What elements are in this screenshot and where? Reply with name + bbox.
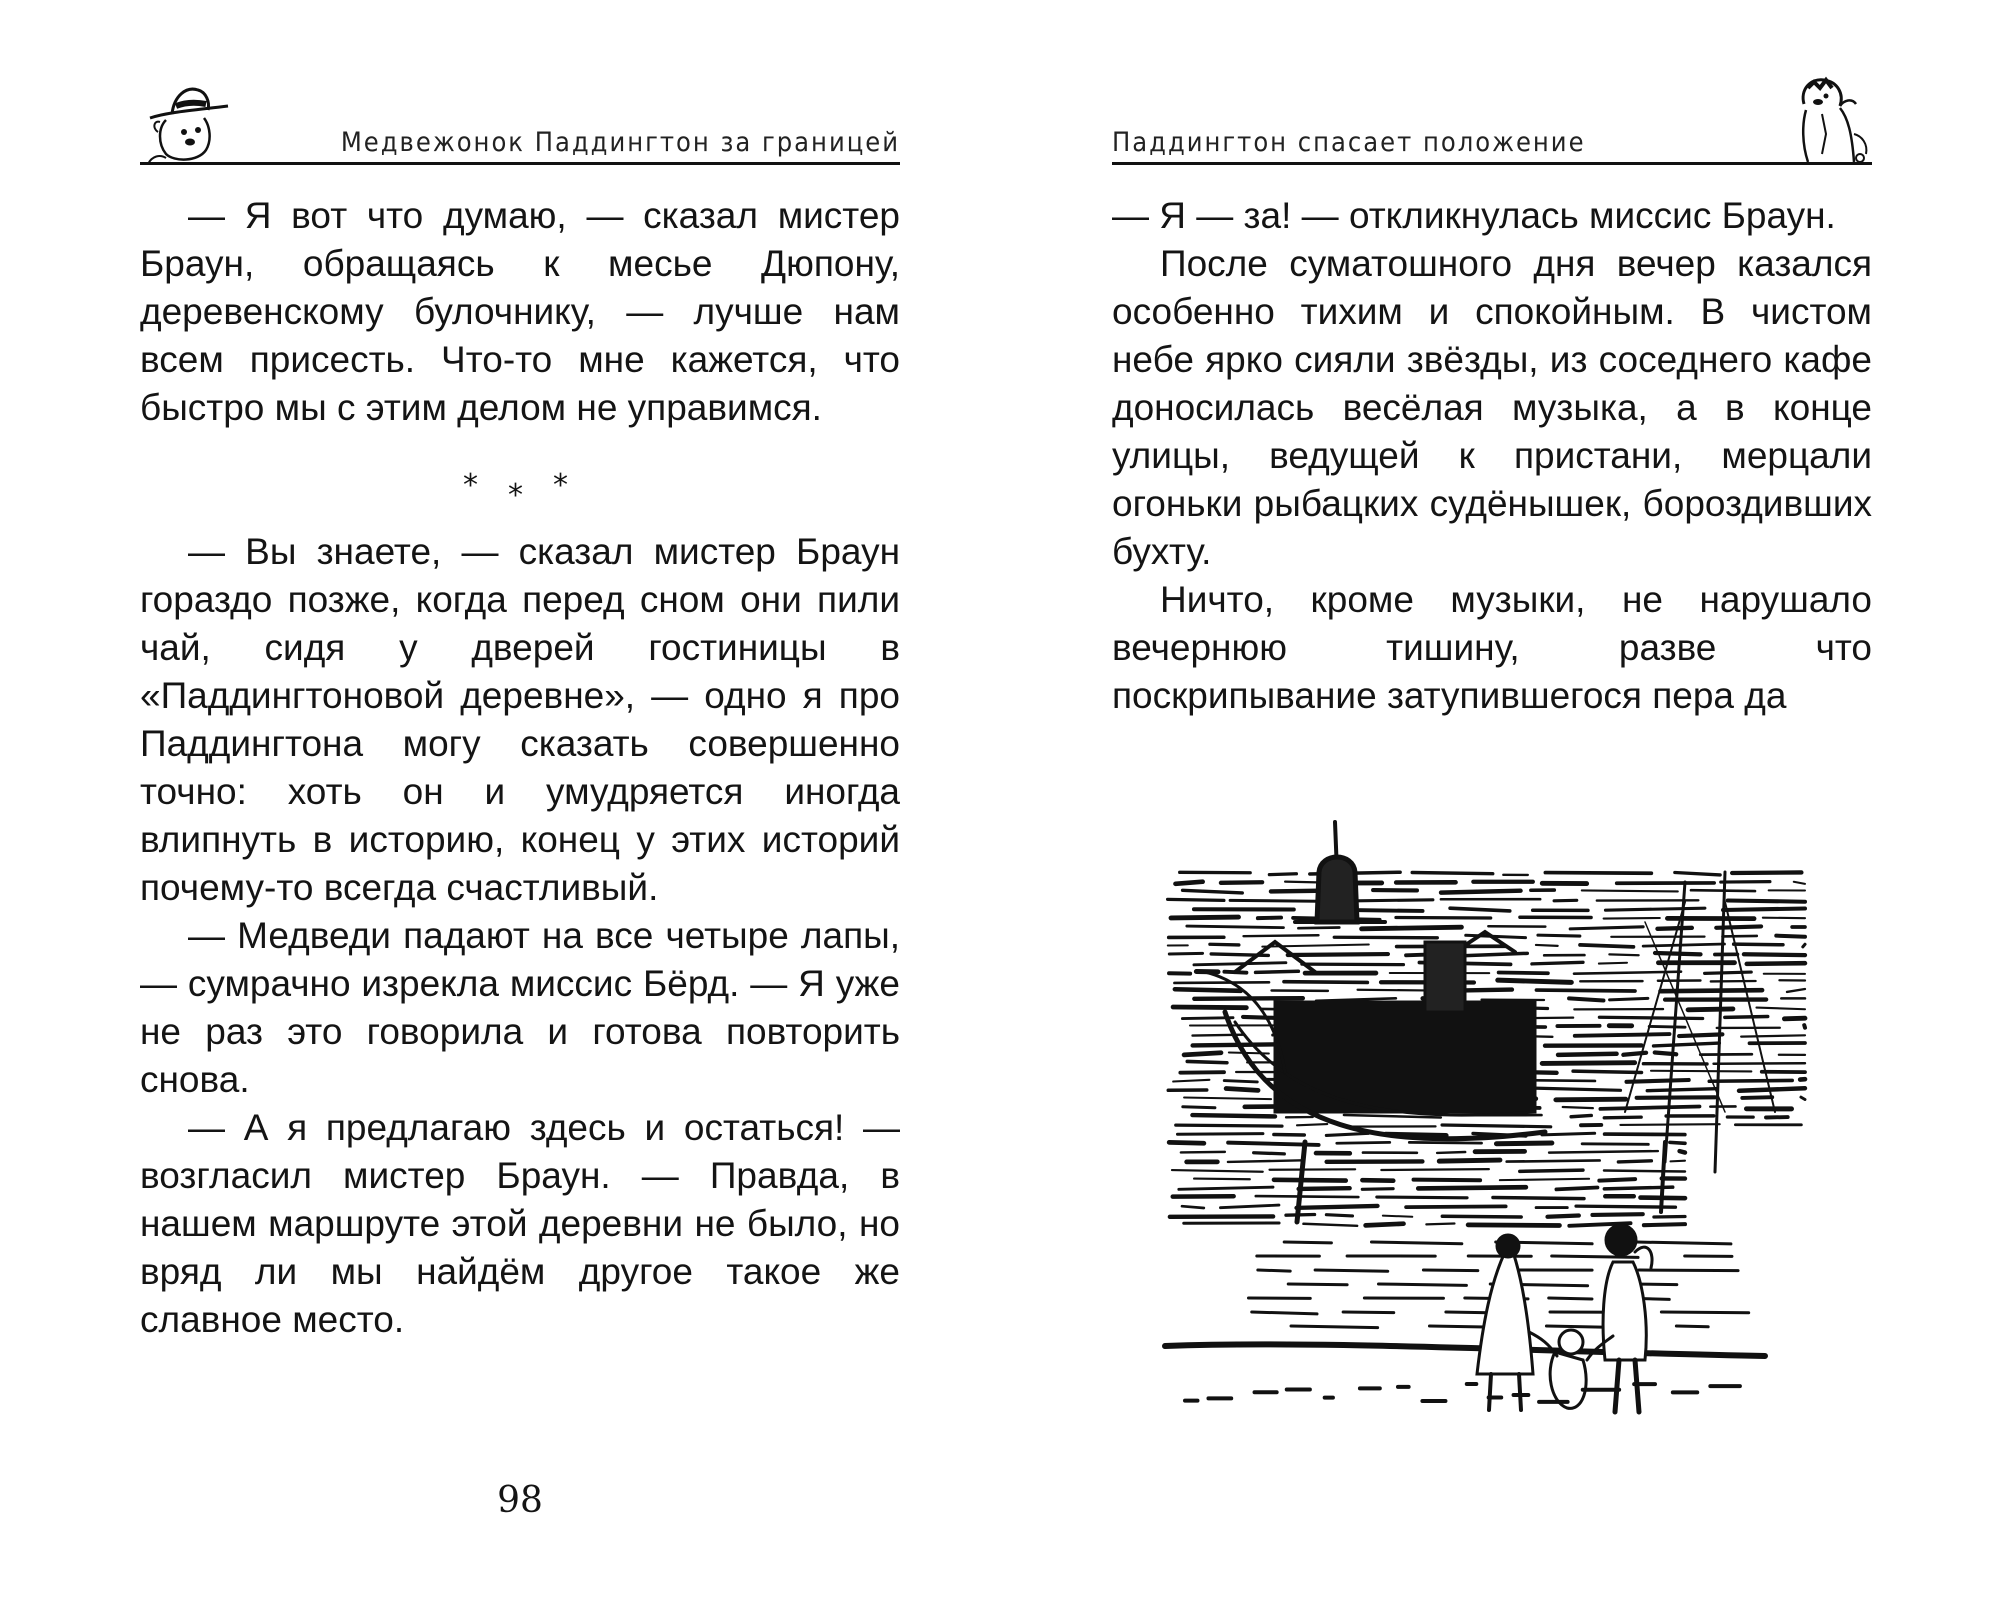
hatch-stroke	[1582, 1144, 1648, 1145]
hatch-stroke	[1366, 1224, 1404, 1226]
right-header	[1112, 62, 1872, 165]
hatch-stroke	[1604, 1117, 1641, 1118]
hatch-stroke	[1609, 954, 1638, 955]
hatch-stroke	[1688, 1009, 1733, 1010]
hatch-stroke	[1184, 1098, 1271, 1100]
hatch-stroke	[1563, 1107, 1593, 1108]
paragraph: — Я — за! — откликнулась миссис Браун.	[1112, 195, 1836, 236]
hatch-stroke	[1520, 1170, 1583, 1171]
paragraph: — А я предлагаю здесь и остаться! — возгласил мистер Браун. — Правда, в нашем маршруте этой деревни не было, но вряд ли мы найдём другое такое же славное место.	[140, 1107, 900, 1340]
hatch-stroke	[1194, 998, 1303, 999]
hatch-stroke	[1442, 1216, 1521, 1217]
hatch-stroke	[1175, 989, 1241, 991]
water-stroke	[1636, 1242, 1730, 1244]
paragraph: — Я вот что думаю, — сказал мистер Браун, обращаясь к месье Дюпону, деревенскому булочнику, — лучше нам всем присесть. Что-то мне кажется, что быстро мы с этим делом не управимся.	[140, 195, 900, 428]
hatch-stroke	[1580, 945, 1633, 947]
hatch-stroke	[1173, 1080, 1209, 1082]
hatch-stroke	[1500, 1179, 1589, 1180]
water-stroke	[1291, 1326, 1378, 1328]
hatch-stroke	[1348, 900, 1433, 901]
hatch-stroke	[1288, 954, 1388, 955]
hatch-stroke	[1654, 1043, 1720, 1046]
hatch-stroke	[1426, 1224, 1454, 1225]
hatch-stroke	[1412, 872, 1492, 873]
hatch-stroke	[1610, 998, 1648, 1000]
hatch-stroke	[1183, 1107, 1215, 1108]
hatch-stroke	[1496, 1143, 1551, 1144]
hatch-stroke	[1742, 1097, 1772, 1098]
hatch-stroke	[1285, 882, 1317, 883]
hatch-stroke	[1570, 927, 1643, 929]
hatch-stroke	[1599, 963, 1627, 964]
hatch-stroke	[1604, 918, 1660, 919]
hatch-stroke	[1284, 982, 1367, 983]
water-stroke	[1423, 1270, 1477, 1271]
hatch-stroke	[1256, 1196, 1359, 1197]
hatch-stroke	[1575, 1034, 1670, 1036]
hatch-stroke	[1573, 1071, 1641, 1072]
hatch-stroke	[1194, 1179, 1250, 1180]
water-stroke	[1252, 1312, 1317, 1314]
hatch-stroke	[1337, 1142, 1390, 1143]
hatch-stroke	[1499, 973, 1548, 974]
hatch-stroke	[1734, 944, 1783, 945]
hatch-stroke	[1244, 935, 1319, 936]
hatch-stroke	[1756, 1008, 1805, 1010]
hatch-stroke	[1180, 1072, 1224, 1073]
hatch-stroke	[1675, 873, 1720, 875]
hatch-stroke	[1649, 1026, 1685, 1027]
water-stroke	[1552, 1256, 1638, 1257]
hatch-stroke	[1542, 1063, 1634, 1064]
hatch-stroke	[1803, 944, 1805, 947]
hatch-stroke	[1414, 1180, 1481, 1181]
water-stroke	[1371, 1242, 1461, 1244]
hatch-stroke	[1181, 1152, 1225, 1153]
hatch-stroke	[1657, 928, 1691, 929]
hatch-stroke	[1437, 1152, 1465, 1153]
hatch-stroke	[1220, 1205, 1279, 1208]
hatch-stroke	[1326, 1215, 1352, 1216]
hatch-stroke	[1468, 1225, 1559, 1226]
hatch-stroke	[1804, 1025, 1805, 1027]
hatch-stroke	[1592, 1214, 1642, 1215]
hatch-stroke	[1176, 882, 1203, 884]
water-stroke	[1549, 1298, 1592, 1299]
hatch-stroke	[1723, 936, 1757, 937]
hatch-stroke	[1172, 1170, 1263, 1172]
hatch-stroke	[1243, 1017, 1276, 1018]
hatch-stroke	[1725, 1017, 1768, 1018]
water-stroke	[1258, 1270, 1290, 1271]
water-stroke	[1676, 1326, 1708, 1327]
hatch-stroke	[1605, 1134, 1685, 1135]
right-text-block	[1112, 192, 1872, 720]
hatch-stroke	[1620, 1124, 1719, 1125]
hatch-stroke	[1258, 918, 1281, 919]
hatch-stroke	[1545, 873, 1651, 874]
hatch-stroke	[1600, 1106, 1699, 1108]
hatch-stroke	[1605, 908, 1704, 910]
hatch-stroke	[1358, 990, 1426, 991]
hatch-stroke	[1221, 882, 1262, 883]
hatch-stroke	[1549, 1151, 1658, 1153]
hatch-stroke	[1269, 874, 1296, 875]
hatch-stroke	[1274, 1180, 1346, 1181]
hatch-stroke	[1794, 882, 1805, 884]
hatch-stroke	[1670, 1142, 1685, 1143]
left-header	[140, 62, 900, 165]
hatch-stroke	[1297, 1124, 1327, 1125]
hatch-stroke	[1651, 1071, 1751, 1072]
hatch-stroke	[1171, 917, 1238, 918]
hatch-stroke	[1409, 1142, 1481, 1143]
hatch-stroke	[1538, 935, 1580, 936]
hatch-stroke	[1182, 1206, 1204, 1208]
hatch-stroke	[1599, 1179, 1635, 1180]
hatch-stroke	[1548, 1216, 1579, 1217]
hatch-stroke	[1763, 918, 1805, 919]
hatch-stroke	[1741, 1035, 1805, 1036]
hatch-stroke	[1176, 1125, 1282, 1126]
hatch-stroke	[1187, 1061, 1227, 1062]
hatch-stroke	[1418, 1187, 1526, 1188]
hatch-stroke	[1362, 1180, 1393, 1181]
hatch-stroke	[1228, 1160, 1303, 1162]
hatch-stroke	[1168, 899, 1224, 900]
hatch-stroke	[1671, 1161, 1685, 1162]
hatch-stroke	[1210, 944, 1239, 945]
hatch-stroke	[1532, 962, 1583, 964]
hatch-stroke	[1556, 1099, 1626, 1100]
page-number: 98	[497, 1480, 543, 1521]
hatch-stroke	[1441, 891, 1520, 893]
hatch-stroke	[1801, 1097, 1805, 1099]
hatch-stroke	[1493, 1197, 1584, 1198]
hatch-stroke	[1450, 908, 1510, 911]
paragraph: Ничто, кроме музыки, не нарушало вечернюю тишину, разве что поскрипывание затупившегося пера да	[1112, 579, 1872, 716]
hatch-stroke	[1316, 998, 1396, 1000]
hatch-stroke	[1728, 900, 1805, 901]
water-stroke	[1284, 1242, 1331, 1243]
hatch-stroke	[1542, 1133, 1595, 1135]
hatch-stroke	[1303, 1224, 1357, 1226]
bear-with-hat-icon	[140, 76, 240, 164]
hatch-stroke	[1326, 1133, 1368, 1135]
hatch-stroke	[1582, 890, 1678, 891]
hatch-stroke	[1302, 964, 1404, 965]
hatch-stroke	[1256, 971, 1299, 972]
hatch-stroke	[1442, 1125, 1551, 1127]
hatch-stroke	[1709, 1080, 1792, 1081]
hatch-stroke	[1655, 953, 1701, 954]
hatch-stroke	[1529, 1088, 1620, 1090]
paragraph: — Медведи падают на все четыре лапы, — сумрачно изрекла миссис Бёрд. — Я уже не раз это говорила и готова повторить снова.	[140, 915, 900, 1100]
hatch-stroke	[1406, 1206, 1506, 1207]
water-stroke	[1315, 1270, 1388, 1271]
hatch-stroke	[1732, 872, 1801, 873]
hatch-stroke	[1507, 1160, 1600, 1161]
paragraph: После суматошного дня вечер казался особенно тихим и спокойным. В чистом небе ярко сияли звёзды, из соседнего кафе доносилась весёлая музыка, а в конце улицы, ведущей к пристани, мерцали огоньки рыбацких судёнышек, бороздивших бухту.	[1112, 243, 1872, 572]
water-stroke	[1661, 1312, 1748, 1313]
hatch-stroke	[1226, 1089, 1258, 1091]
hatch-stroke	[1644, 1224, 1685, 1225]
hatch-stroke	[1184, 1053, 1221, 1055]
hatch-stroke	[1739, 1088, 1805, 1091]
hatch-stroke	[1627, 1080, 1689, 1082]
hatch-stroke	[1362, 1189, 1393, 1190]
bear-in-coat-icon	[1782, 74, 1872, 164]
hatch-stroke	[1224, 1081, 1257, 1082]
water-stroke	[1639, 1270, 1738, 1271]
hatch-stroke	[1377, 1197, 1467, 1198]
hatch-stroke	[1679, 1034, 1722, 1036]
hatch-stroke	[1439, 1160, 1500, 1161]
running-title: Медвежонок Паддингтон за границей	[340, 127, 900, 158]
hatch-stroke	[1173, 1007, 1246, 1008]
hatch-stroke	[1187, 926, 1284, 928]
hatch-stroke	[1680, 1151, 1685, 1152]
hatch-stroke	[1334, 937, 1437, 938]
hatch-stroke	[1274, 1134, 1304, 1135]
hatch-stroke	[1169, 953, 1202, 954]
section-separator: * * *	[463, 468, 568, 513]
hatch-stroke	[1604, 1171, 1685, 1172]
hatch-stroke	[1569, 998, 1603, 1000]
hatch-stroke	[1230, 900, 1318, 901]
hatch-stroke	[1383, 1216, 1412, 1217]
hatch-stroke	[1536, 945, 1558, 946]
hatch-stroke	[1784, 1018, 1805, 1019]
hatch-stroke	[1298, 927, 1339, 928]
hatch-stroke	[1286, 1214, 1315, 1215]
hatch-stroke	[1299, 1188, 1350, 1189]
water-stroke	[1343, 1312, 1394, 1313]
left-text-block	[140, 192, 900, 1344]
hatch-stroke	[1571, 1115, 1591, 1116]
hatch-stroke	[1747, 963, 1805, 964]
hatch-stroke	[1744, 954, 1805, 955]
hatch-stroke	[1776, 936, 1805, 937]
running-title: Паддингтон спасает положение	[1112, 127, 1586, 158]
harbor-illustration	[1125, 812, 1885, 1432]
hatch-stroke	[1183, 890, 1243, 893]
hatch-stroke	[1466, 953, 1527, 955]
paragraph: — Вы знаете, — сказал мистер Браун гораздо позже, когда перед сном они пили чай, сидя у дверей гостиницы в «Паддингтоновой деревне», — одно я про Паддингтона могу сказать совершенно точно: хоть он и умудряется иногда влипнуть в историю, конец у этих историй почему-то всегда счастливый.	[140, 531, 900, 908]
hatch-stroke	[1194, 963, 1286, 965]
hatch-stroke	[1723, 908, 1805, 910]
hatch-stroke	[1705, 972, 1752, 973]
hatch-stroke	[1536, 990, 1634, 991]
hatch-stroke	[1556, 1187, 1597, 1189]
hatch-stroke	[1381, 1169, 1489, 1170]
hatch-stroke	[1174, 982, 1269, 983]
right-page	[1000, 0, 2000, 1599]
hatch-stroke	[1787, 989, 1805, 992]
hatch-stroke	[1177, 1134, 1262, 1135]
water-stroke	[1378, 1284, 1466, 1285]
hatch-stroke	[1254, 1153, 1285, 1154]
water-stroke	[1288, 1284, 1347, 1285]
hatch-stroke	[1362, 927, 1462, 929]
hatch-stroke	[1647, 1089, 1716, 1091]
hatch-stroke	[1297, 1206, 1378, 1208]
hatch-stroke	[1179, 1187, 1273, 1189]
hatch-stroke	[1169, 1142, 1204, 1143]
hatch-stroke	[1618, 1161, 1651, 1162]
hatch-stroke	[1498, 980, 1572, 982]
hatch-stroke	[1192, 1115, 1275, 1116]
hatch-stroke	[1558, 1054, 1616, 1055]
